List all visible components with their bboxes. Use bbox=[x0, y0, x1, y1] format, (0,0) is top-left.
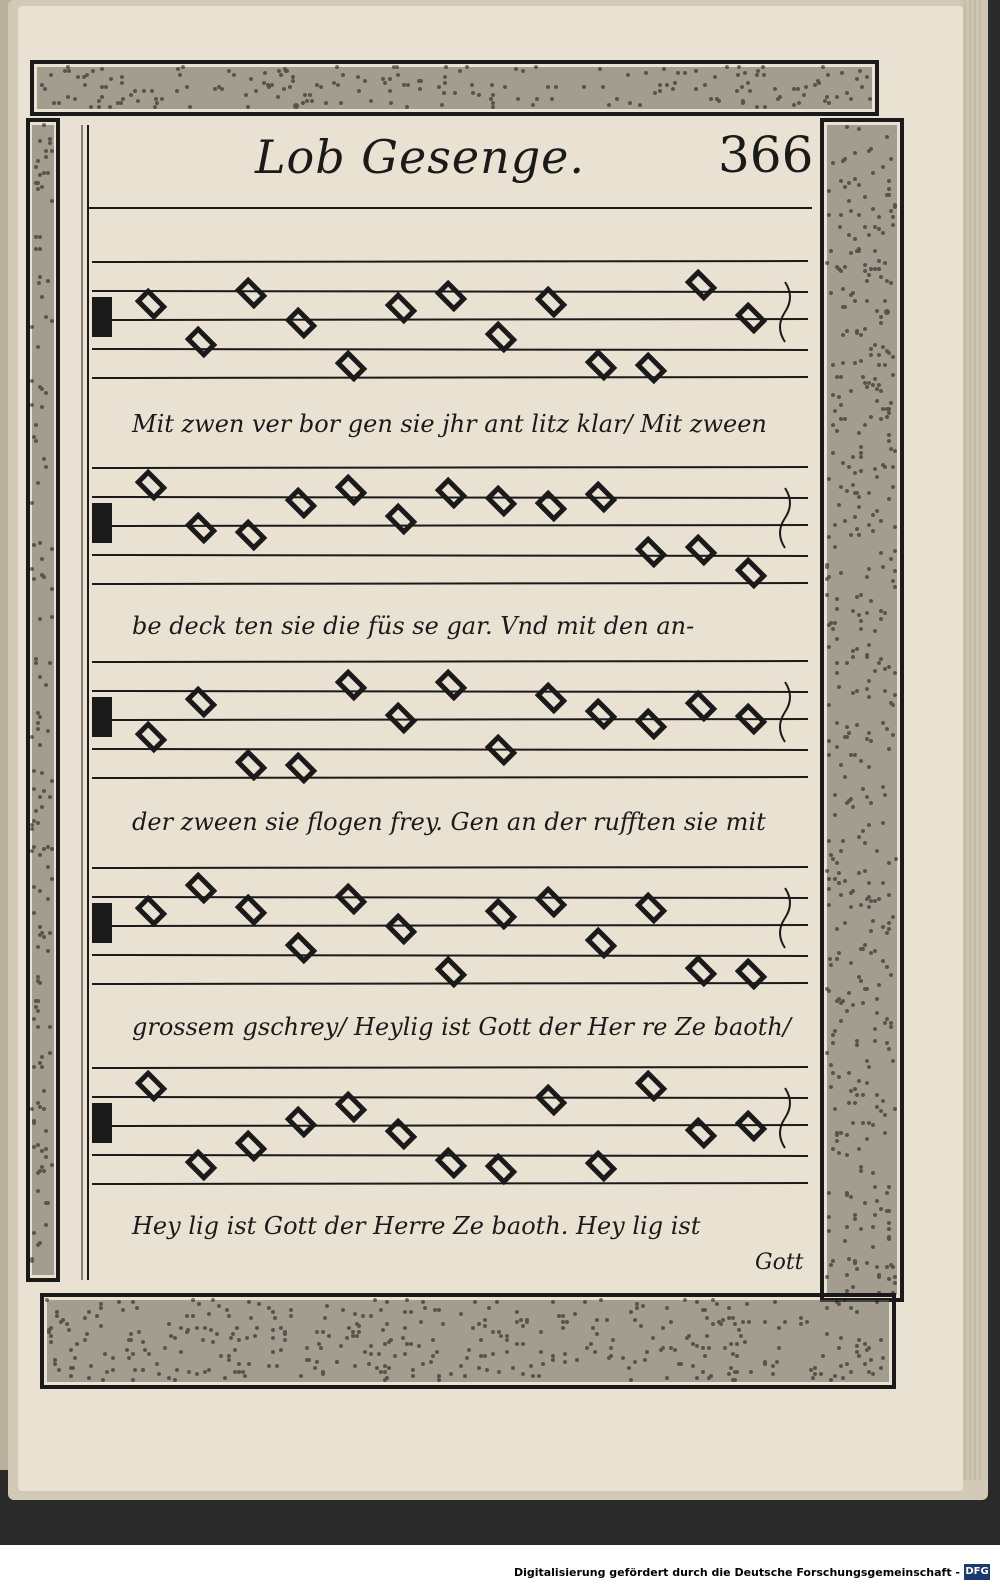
page-title: Lob Gesenge. bbox=[255, 130, 586, 184]
page-number: 366 bbox=[718, 126, 814, 184]
lyric-line-1: Mit zwen ver bor gen sie jhr ant litz klar/ Mit zween bbox=[132, 410, 767, 438]
lyric-line-3: der zween sie flogen frey. Gen an der rufften sie mit bbox=[132, 808, 766, 836]
lyric-line-2: be deck ten sie die füs se gar. Vnd mit den an- bbox=[132, 612, 695, 640]
lyric-line-4: grossem gschrey/ Heylig ist Gott der Her re Ze baoth/ bbox=[132, 1013, 791, 1041]
c-clef-icon bbox=[92, 1103, 112, 1143]
catchword: Gott bbox=[755, 1250, 804, 1275]
dfg-logo: DFG bbox=[964, 1564, 990, 1580]
c-clef-icon bbox=[92, 903, 112, 943]
c-clef-icon bbox=[92, 503, 112, 543]
lyric-line-5: Hey lig ist Gott der Herre Ze baoth. Hey lig ist bbox=[132, 1212, 701, 1240]
c-clef-icon bbox=[92, 297, 112, 337]
c-clef-icon bbox=[92, 697, 112, 737]
dfg-credit: Digitalisierung gefördert durch die Deutsche Forschungsgemeinschaft - bbox=[513, 1566, 960, 1579]
